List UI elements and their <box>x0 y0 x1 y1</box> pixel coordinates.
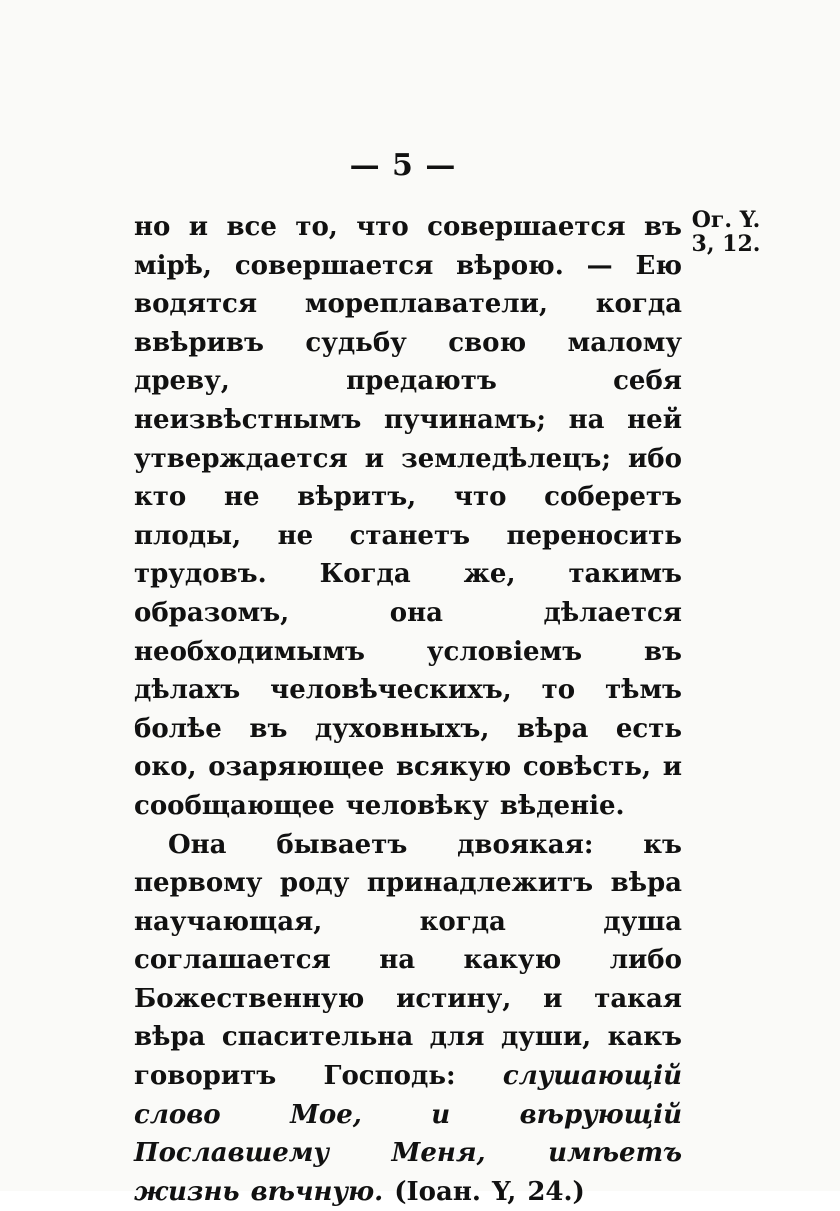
paragraph-1: но и все то, что совершается въ мірѣ, совершается вѣрою. — Ею водятся мореплаватели, когда ввѣривъ судьбу свою малому древу, предаютъ себя неизвѣстнымъ пучинамъ; на ней утверждается и земледѣлецъ; ибо кто не вѣритъ, что соберетъ плоды, не станетъ переносить трудовъ. Когда же, такимъ образомъ, она дѣлается необходимымъ условіемъ въ дѣлахъ человѣческихъ, то тѣмъ болѣе въ духовныхъ, вѣра есть око, озаряющее всякую совѣсть, и сообщающее человѣку вѣденіе. <box>134 208 682 826</box>
margin-note <box>686 208 766 256</box>
paragraph-2 <box>134 826 682 1211</box>
scripture-reference: (Іоан. Y, 24.) <box>394 1177 585 1207</box>
body-text <box>134 208 682 1211</box>
scripture-quote: слушающій слово Мое, и вѣрующій Пославшему Меня, имѣетъ жизнь вѣчную. <box>134 1061 682 1207</box>
margin-note-line-2: 3, 12. <box>686 232 766 256</box>
paragraph-2-text: Она бываетъ двоякая: къ первому роду принадлежитъ вѣра научающая, когда душа соглашается на какую либо Божественную истину, и такая вѣра спасительна для души, какъ говоритъ Господь: <box>134 830 682 1092</box>
page-number: — 5 — <box>338 148 468 183</box>
margin-note-line-1: Ог. Y. <box>686 208 766 232</box>
